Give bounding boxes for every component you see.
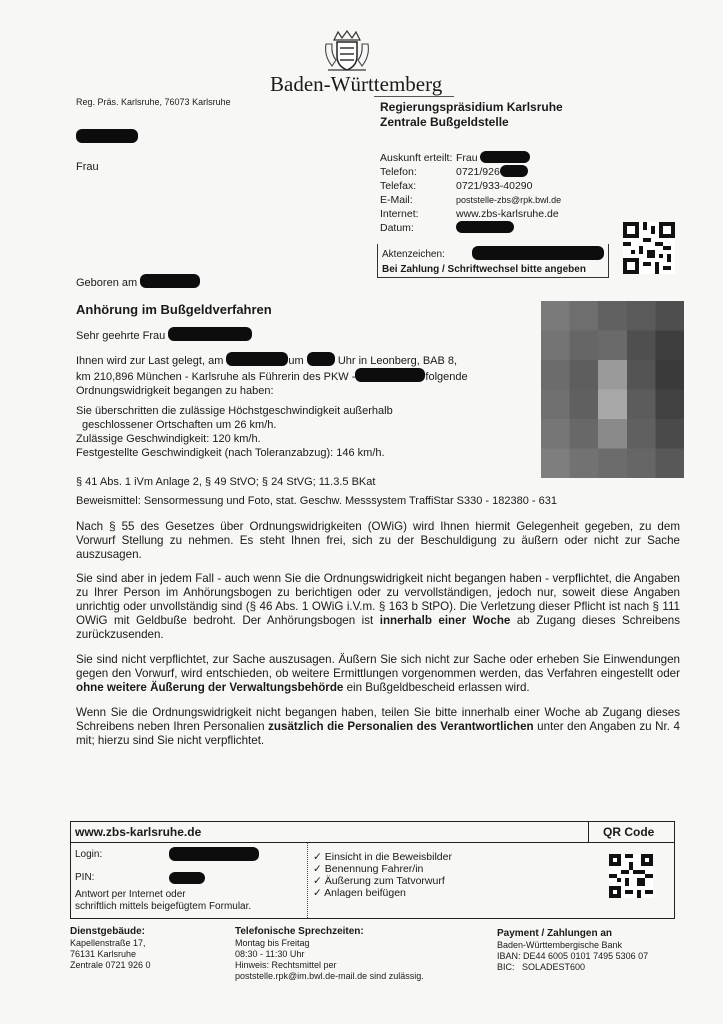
footer-building <box>70 926 151 971</box>
qr-label-cell <box>588 822 675 842</box>
check-item-label: Äußerung zum Tatvorwurf <box>324 875 445 887</box>
qr-label: QR Code <box>603 825 655 839</box>
offense-line4: Festgestellte Geschwindigkeit (nach Toleranzabzug): 146 km/h. <box>76 447 385 459</box>
building-line3: Zentrale 0721 926 0 <box>70 960 151 970</box>
authority-name: Regierungspräsidium Karlsruhe <box>380 100 563 114</box>
coat-of-arms-logo <box>322 30 372 74</box>
born-line <box>76 274 200 290</box>
datum-label: Datum: <box>380 222 414 234</box>
check-item-label: Einsicht in die Beweisbilder <box>324 851 452 863</box>
online-checklist <box>313 851 452 899</box>
paragraph-hearing <box>76 520 680 562</box>
building-line1: Kapellenstraße 17, <box>70 938 146 948</box>
redacted-birthdate <box>140 274 200 288</box>
answer-line1: Antwort per Internet oder <box>75 889 186 900</box>
pixelated-photo <box>541 301 684 478</box>
obligation-text-a: Sie sind aber in jedem Fall - auch wenn Sie die Ordnungswidrigkeit nicht begangen haben - verpflichtet, die Angaben zu Ihrer Person im Anhörungsbogen zu berichtigen oder zu vervollständigen, jedoch nur, soweit diese Angaben unrichtig oder unvollständig sind (§ 46 Abs. 1 OWiG i.V.m. § 163 b StPO). Die Verletzung dieser Pflicht ist nach § 111 OWiG mit Geldbuße bedroht. Der Anhörungsbogen ist <box>76 572 680 627</box>
phone-line3: Hinweis: Rechtsmittel per <box>235 960 337 970</box>
auskunft-value: Frau <box>456 152 478 164</box>
legal-basis: § 41 Abs. 1 iVm Anlage 2, § 49 StVO; § 24 StVG; 11.3.5 BKat <box>76 476 376 488</box>
greeting-line <box>76 327 252 343</box>
offense-line3: Zulässige Geschwindigkeit: 120 km/h. <box>76 433 261 445</box>
payment-line2: IBAN: DE44 6005 0101 7495 5306 07 <box>497 951 649 961</box>
obligation-text-bold: innerhalb einer Woche <box>379 614 511 627</box>
payment-line1: Baden-Württembergische Bank <box>497 940 623 950</box>
paragraph-obligation <box>76 572 680 642</box>
building-title: Dienstgebäude: <box>70 926 146 937</box>
qr-code-top <box>623 222 675 274</box>
contact-auskunft <box>380 151 620 165</box>
auskunft-label: Auskunft erteilt: <box>380 152 453 164</box>
check-item <box>313 851 452 863</box>
accusation-line2 <box>76 368 546 384</box>
online-response-box <box>70 821 675 919</box>
redacted-file-number <box>472 246 604 260</box>
statement-text-a: Sie sind nicht verpflichtet, zur Sache auszusagen. Äußern Sie sich nicht zur Sache oder erheben Sie Einwendungen gegen den Vorwurf, wird entschieden, ob weitere Ermittlungen vorgenommen werden, das Verfahren eingestellt oder <box>76 653 680 680</box>
check-item <box>313 863 452 875</box>
redacted-date <box>456 221 514 233</box>
telefax-value: 0721/933-40290 <box>456 180 533 192</box>
born-label: Geboren am <box>76 277 138 289</box>
paragraph-obligation-text <box>76 572 680 642</box>
redacted-pin <box>169 872 205 884</box>
online-box-header <box>71 822 674 843</box>
responsible-text-a: Wenn Sie die Ordnungswidrigkeit nicht begangen haben, teilen Sie bitte innerhalb einer Woche ab Zugang dieses Schreibens neben Ihren Personalien <box>76 706 680 733</box>
accusation-text-5: folgende <box>425 371 468 383</box>
evidence-line: Beweismittel: Sensormessung und Foto, stat. Geschw. Messsystem TraffiStar S330 - 182380 - 631 <box>76 495 557 507</box>
aktenzeichen-note: Bei Zahlung / Schriftwechsel bitte angeben <box>382 264 586 275</box>
contact-datum <box>380 221 620 235</box>
redacted-login <box>169 847 259 861</box>
email-value: poststelle-zbs@rpk.bwl.de <box>456 195 562 205</box>
obligation-text-c: ab Zugang dieses Schreibens zurückzusenden. <box>76 614 680 641</box>
redacted-greeting-name <box>168 327 252 341</box>
telefax-label: Telefax: <box>380 180 417 192</box>
contact-email <box>380 193 620 207</box>
accusation-text-2: um <box>288 355 304 367</box>
phone-title: Telefonische Sprechzeiten: <box>235 926 364 937</box>
offense-block <box>76 404 536 460</box>
internet-label: Internet: <box>380 208 419 220</box>
offense-line1: Sie überschritten die zulässige Höchstgeschwindigkeit außerhalb <box>76 405 393 417</box>
email-label: E-Mail: <box>380 194 413 206</box>
check-item <box>313 887 452 899</box>
authority-department: Zentrale Bußgeldstelle <box>380 115 509 129</box>
checkmark-icon: ✓ <box>313 863 322 875</box>
redacted-officer-name <box>480 151 530 163</box>
login-label: Login: <box>75 849 103 860</box>
payment-title: Payment / Zahlungen an <box>497 928 613 939</box>
redacted-license-plate <box>355 368 425 382</box>
redacted-date-of-offense <box>226 352 288 366</box>
contact-telefax <box>380 179 620 193</box>
phone-line2: 08:30 - 11:30 Uhr <box>235 949 305 959</box>
contact-telefon <box>380 165 620 179</box>
paragraph-responsible-text <box>76 706 680 748</box>
recipient-salutation: Frau <box>76 161 99 173</box>
header-rule <box>374 96 454 97</box>
redacted-time <box>307 352 335 366</box>
footer-payment <box>497 928 648 973</box>
checkmark-icon: ✓ <box>313 851 322 863</box>
check-item <box>313 875 452 887</box>
accusation-block <box>76 352 546 398</box>
phone-line4: poststelle.rpk@im.bwl.de-mail.de sind zulässig. <box>235 971 424 981</box>
accusation-line1 <box>76 352 546 368</box>
pin-label: PIN: <box>75 872 95 883</box>
responsible-text-bold: zusätzlich die Personalien des Verantwortlichen <box>268 720 534 733</box>
accusation-text-3: Uhr in Leonberg, BAB 8, <box>337 355 458 367</box>
greeting: Sehr geehrte Frau <box>76 330 166 342</box>
paragraph-statement-text <box>76 653 680 695</box>
state-name: Baden-Württemberg <box>270 72 443 96</box>
accusation-text-4: km 210,896 München - Karlsruhe als Führerin des PKW - <box>76 371 356 383</box>
offense-line2: geschlossener Ortschaften um 26 km/h. <box>82 419 277 431</box>
check-item-label: Anlagen beifügen <box>324 887 406 899</box>
accusation-line3: Ordnungswidrigkeit begangen zu haben: <box>76 385 274 397</box>
accusation-text-1: Ihnen wird zur Last gelegt, am <box>76 355 224 367</box>
responsible-text-c: unter den Angaben zu Nr. 4 mit; hierzu sind Sie nicht verpflichtet. <box>76 720 680 747</box>
paragraph-statement <box>76 653 680 695</box>
redacted-recipient-name <box>76 129 138 143</box>
online-url[interactable]: www.zbs-karlsruhe.de <box>75 825 202 839</box>
check-item-label: Benennung Fahrer/in <box>324 863 424 875</box>
contact-block <box>380 151 620 235</box>
statement-text-c: ein Bußgeldbescheid erlassen wird. <box>346 681 530 694</box>
document-title: Anhörung im Bußgeldverfahren <box>76 302 272 317</box>
phone-line1: Montag bis Freitag <box>235 938 310 948</box>
internet-value: www.zbs-karlsruhe.de <box>456 208 559 220</box>
contact-internet <box>380 207 620 221</box>
checkmark-icon: ✓ <box>313 887 322 899</box>
redacted-phone-extension <box>500 165 528 177</box>
building-line2: 76131 Karlsruhe <box>70 949 137 959</box>
payment-line3: BIC: SOLADEST600 <box>497 962 586 972</box>
answer-line2: schriftlich mittels beigefügtem Formular. <box>75 901 252 912</box>
footer-phone-hours <box>235 926 424 982</box>
telefon-label: Telefon: <box>380 166 417 178</box>
telefon-value: 0721/926 <box>456 166 500 178</box>
checkmark-icon: ✓ <box>313 875 322 887</box>
sender-line: Reg. Präs. Karlsruhe, 76073 Karlsruhe <box>76 97 231 107</box>
qr-code-bottom[interactable] <box>609 854 653 898</box>
paragraph-responsible <box>76 706 680 748</box>
paragraph-hearing-text: Nach § 55 des Gesetzes über Ordnungswidrigkeiten (OWiG) wird Ihnen hiermit Gelegenheit gegeben, zu dem Vorwurf Stellung zu nehmen. Es steht Ihnen frei, sich zu der Beschuldigung zu äußern oder nicht zur Sache auszusagen. <box>76 520 680 561</box>
statement-text-bold: ohne weitere Äußerung der Verwaltungsbehörde <box>76 681 344 694</box>
aktenzeichen-label: Aktenzeichen: <box>382 249 445 260</box>
credentials-area <box>71 843 308 918</box>
aktenzeichen-box <box>377 244 609 278</box>
